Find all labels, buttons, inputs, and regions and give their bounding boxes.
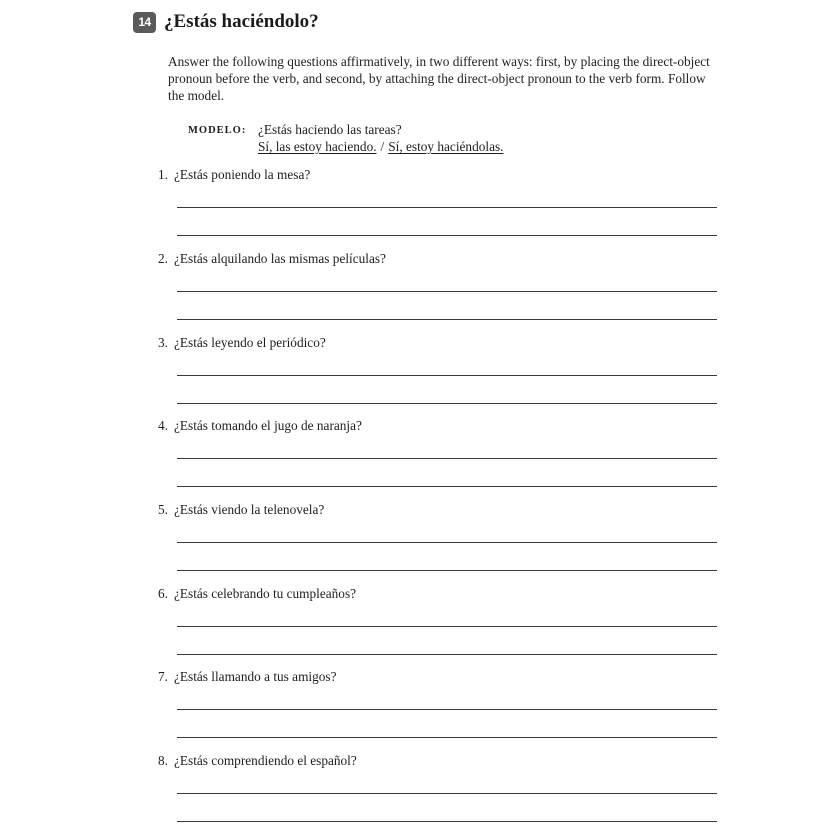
question-prompt: ¿Estás llamando a tus amigos?	[174, 669, 337, 684]
question-text	[158, 501, 718, 518]
answer-line-1[interactable]	[177, 793, 717, 794]
question-prompt: ¿Estás celebrando tu cumpleaños?	[174, 586, 357, 601]
question-text	[158, 334, 718, 351]
exercise-title: ¿Estás haciéndolo?	[164, 11, 319, 32]
question-number: 5.	[158, 502, 168, 517]
answer-line-2[interactable]	[177, 654, 717, 655]
question-number: 8.	[158, 753, 168, 768]
question-text	[158, 668, 718, 685]
answer-line-1[interactable]	[177, 626, 717, 627]
answer-line-2[interactable]	[177, 821, 717, 822]
answer-line-1[interactable]	[177, 291, 717, 292]
model-answer-1: Sí, las estoy haciendo.	[258, 139, 377, 154]
question-prompt: ¿Estás poniendo la mesa?	[174, 167, 311, 182]
answer-line-2[interactable]	[177, 235, 717, 236]
question-item	[158, 250, 718, 267]
question-number: 2.	[158, 251, 168, 266]
answer-line-1[interactable]	[177, 207, 717, 208]
question-item	[158, 668, 718, 685]
question-text	[158, 417, 718, 434]
question-number: 3.	[158, 335, 168, 350]
question-prompt: ¿Estás comprendiendo el español?	[174, 753, 357, 768]
question-text	[158, 166, 718, 183]
question-item	[158, 501, 718, 518]
question-item	[158, 417, 718, 434]
question-text	[158, 250, 718, 267]
question-text	[158, 585, 718, 602]
question-number: 4.	[158, 418, 168, 433]
answer-line-2[interactable]	[177, 486, 717, 487]
exercise-number-badge: 14	[133, 12, 156, 33]
answer-line-2[interactable]	[177, 737, 717, 738]
question-prompt: ¿Estás tomando el jugo de naranja?	[174, 418, 362, 433]
answer-line-1[interactable]	[177, 709, 717, 710]
answer-line-1[interactable]	[177, 542, 717, 543]
answer-line-1[interactable]	[177, 375, 717, 376]
question-item	[158, 752, 718, 769]
question-prompt: ¿Estás leyendo el periódico?	[174, 335, 326, 350]
model-answer-separator: /	[380, 139, 385, 154]
exercise-header	[133, 11, 319, 33]
question-number: 1.	[158, 167, 168, 182]
question-prompt: ¿Estás alquilando las mismas películas?	[174, 251, 386, 266]
question-text	[158, 752, 718, 769]
answer-line-2[interactable]	[177, 570, 717, 571]
question-number: 7.	[158, 669, 168, 684]
answer-line-2[interactable]	[177, 319, 717, 320]
question-item	[158, 334, 718, 351]
model-answer-2: Sí, estoy haciéndolas.	[388, 139, 504, 154]
question-prompt: ¿Estás viendo la telenovela?	[174, 502, 325, 517]
question-number: 6.	[158, 586, 168, 601]
question-item	[158, 585, 718, 602]
question-item	[158, 166, 718, 183]
model-answer	[258, 138, 503, 155]
instructions-text: Answer the following questions affirmatively, in two different ways: first, by placing the direct-object pronoun before the verb, and second, by attaching the direct-object pronoun to the verb form. Follow the model.	[168, 54, 710, 103]
answer-line-2[interactable]	[177, 403, 717, 404]
answer-line-1[interactable]	[177, 458, 717, 459]
model-question: ¿Estás haciendo las tareas?	[258, 122, 402, 137]
model-label: MODELO:	[188, 125, 247, 136]
